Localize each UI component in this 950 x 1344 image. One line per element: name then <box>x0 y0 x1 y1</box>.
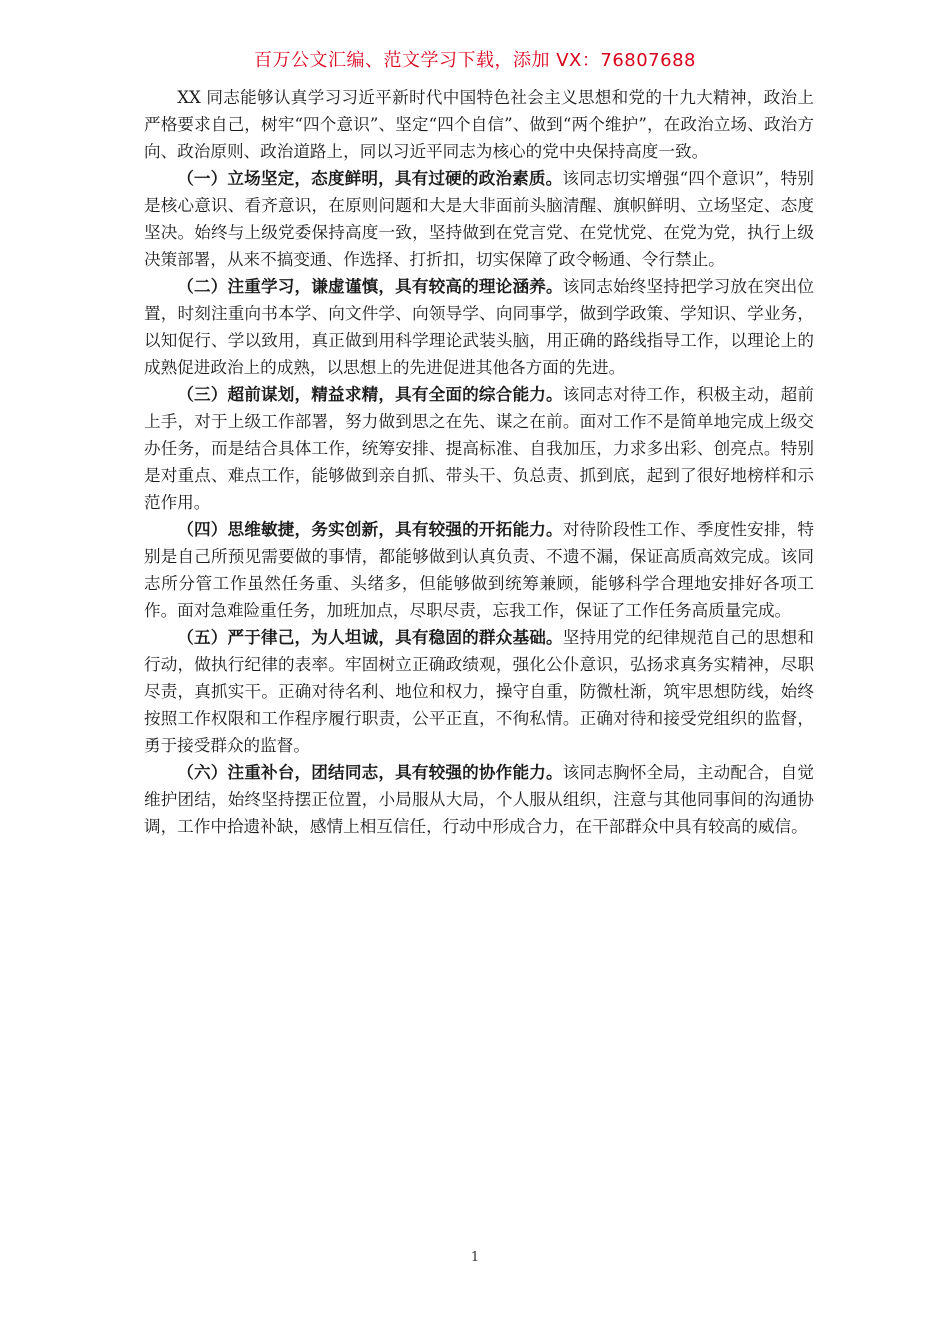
section-body-6: 该同志胸怀全局，主动配合，自觉维护团结，始终坚持摆正位置，小局服从大局，个人服从组织，注意与其他同事间的沟通协调，工作中拾遗补缺，感情上相互信任，行动中形成合力，在干部群众中具有较高的威信。 <box>144 763 815 836</box>
section-heading-1: （一）立场坚定，态度鲜明，具有过硬的政治素质。 <box>177 168 563 188</box>
page-number: 1 <box>470 1250 480 1265</box>
section-paragraph-6 <box>144 759 814 840</box>
intro-paragraph: XX 同志能够认真学习习近平新时代中国特色社会主义思想和党的十九大精神，政治上严格要求自己，树牢“四个意识”、坚定“四个自信”、做到“两个维护”，在政治立场、政治方向、政治原则、政治道路上，同以习近平同志为核心的党中央保持高度一致。 <box>144 88 814 161</box>
section-paragraph-1 <box>144 165 814 273</box>
section-heading-4: （四）思维敏捷，务实创新，具有较强的开拓能力。 <box>177 519 563 539</box>
section-paragraph-3 <box>144 381 814 516</box>
section-heading-3: （三）超前谋划，精益求精，具有全面的综合能力。 <box>177 384 563 404</box>
document-body <box>144 84 814 840</box>
section-heading-5: （五）严于律己，为人坦诚，具有稳固的群众基础。 <box>177 627 563 647</box>
section-body-4: 对待阶段性工作、季度性安排，特别是自己所预见需要做的事情，都能够做到认真负责、不遗不漏，保证高质高效完成。该同志所分管工作虽然任务重、头绪多，但能够做到统筹兼顾，能够科学合理地安排好各项工作。面对急难险重任务，加班加点，尽职尽责，忘我工作，保证了工作任务高质量完成。 <box>144 520 815 620</box>
section-paragraph-2 <box>144 273 814 381</box>
section-paragraph-5 <box>144 624 814 759</box>
section-heading-6: （六）注重补台，团结同志，具有较强的协作能力。 <box>177 762 563 782</box>
section-body-2: 该同志始终坚持把学习放在突出位置，时刻注重向书本学、向文件学、向领导学、向同事学，做到学政策、学知识、学业务，以知促行、学以致用，真正做到用科学理论武装头脑，用正确的路线指导工作，以理论上的成熟促进政治上的成熟，以思想上的先进促进其他各方面的先进。 <box>144 277 815 377</box>
section-paragraph-4 <box>144 516 814 624</box>
section-body-5: 坚持用党的纪律规范自己的思想和行动，做执行纪律的表率。牢固树立正确政绩观，强化公仆意识，弘扬求真务实精神，尽职尽责，真抓实干。正确对待名利、地位和权力，操守自重，防微杜渐，筑牢思想防线，始终按照工作权限和工作程序履行职责，公平正直，不徇私情。正确对待和接受党组织的监督，勇于接受群众的监督。 <box>144 628 815 755</box>
section-body-1: 该同志切实增强“四个意识”，特别是核心意识、看齐意识，在原则问题和大是大非面前头脑清醒、旗帜鲜明、立场坚定、态度坚决。始终与上级党委保持高度一致，坚持做到在党言党、在党忧党、在党为党，执行上级决策部署，从来不搞变通、作选择、打折扣，切实保障了政令畅通、令行禁止。 <box>144 169 815 269</box>
section-body-3: 该同志对待工作，积极主动，超前上手，对于上级工作部署，努力做到思之在先、谋之在前。面对工作不是简单地完成上级交办任务，而是结合具体工作，统筹安排、提高标准、自我加压，力求多出彩、创亮点。特别是对重点、难点工作，能够做到亲自抓、带头干、负总责、抓到底，起到了很好地榜样和示范作用。 <box>144 385 815 512</box>
section-heading-2: （二）注重学习，谦虚谨慎，具有较高的理论涵养。 <box>177 276 563 296</box>
watermark-header: 百万公文汇编、范文学习下载，添加 VX：76807688 <box>254 50 696 71</box>
